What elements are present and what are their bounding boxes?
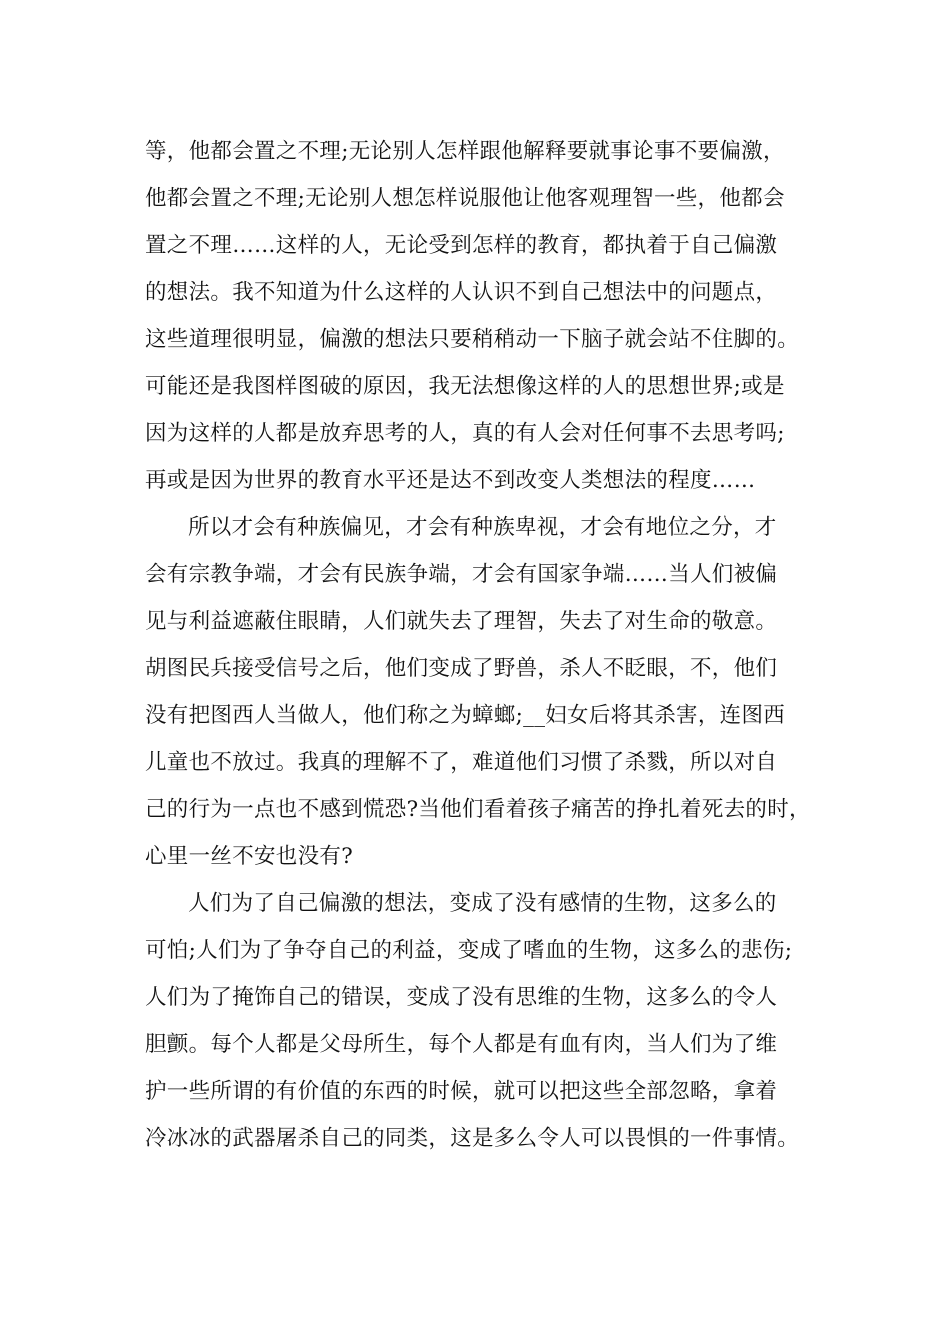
text-line-1: 等，他都会置之不理;无论别人怎样跟他解释要就事论事不要偏激， [145, 139, 785, 164]
text-line-4: 的想法。我不知道为什么这样的人认识不到自己想法中的问题点， [145, 280, 778, 305]
text-line-6: 可能还是我图样图破的原因，我无法想像这样的人的思想世界;或是 [145, 374, 785, 399]
text-line-2: 他都会置之不理;无论别人想怎样说服他让他客观理智一些，他都会 [145, 186, 785, 211]
text-line-12: 胡图民兵接受信号之后，他们变成了野兽，杀人不眨眼，不，他们 [145, 656, 778, 681]
text-line-21: 护一些所谓的有价值的东西的时候，就可以把这些全部忽略，拿着 [145, 1079, 778, 1104]
text-line-17: 人们为了自己偏激的想法，变成了没有感情的生物，这多么的 [188, 891, 777, 916]
text-line-8: 再或是因为世界的教育水平还是达不到改变人类想法的程度…… [145, 468, 756, 493]
text-line-5: 这些道理很明显，偏激的想法只要稍稍动一下脑子就会站不住脚的。 [145, 327, 800, 352]
text-line-3: 置之不理……这样的人，无论受到怎样的教育，都执着于自己偏激 [145, 233, 778, 258]
text-line-20: 胆颤。每个人都是父母所生，每个人都是有血有肉，当人们为了维 [145, 1032, 778, 1057]
text-line-11: 见与利益遮蔽住眼睛，人们就失去了理智，失去了对生命的敬意。 [145, 609, 778, 634]
document-body-text [145, 128, 815, 1162]
text-line-9: 所以才会有种族偏见，才会有种族卑视，才会有地位之分，才 [188, 515, 777, 540]
text-line-16: 心里一丝不安也没有? [145, 844, 354, 869]
text-line-19: 人们为了掩饰自己的错误，变成了没有思维的生物，这多么的令人 [145, 985, 778, 1010]
text-line-10: 会有宗教争端，才会有民族争端，才会有国家争端……当人们被偏 [145, 562, 778, 587]
text-line-22: 冷冰冰的武器屠杀自己的同类，这是多么令人可以畏惧的一件事情。 [145, 1126, 800, 1151]
text-line-14: 儿童也不放过。我真的理解不了，难道他们习惯了杀戮，所以对自 [145, 750, 778, 775]
text-line-7: 因为这样的人都是放弃思考的人，真的有人会对任何事不去思考吗; [145, 421, 785, 446]
text-line-18: 可怕;人们为了争夺自己的利益，变成了嗜血的生物，这多么的悲伤; [145, 938, 793, 963]
text-line-15: 己的行为一点也不感到慌恐?当他们看着孩子痛苦的挣扎着死去的时， [145, 797, 811, 822]
text-line-13: 没有把图西人当做人，他们称之为蟑螂;__妇女后将其杀害，连图西 [145, 703, 786, 728]
